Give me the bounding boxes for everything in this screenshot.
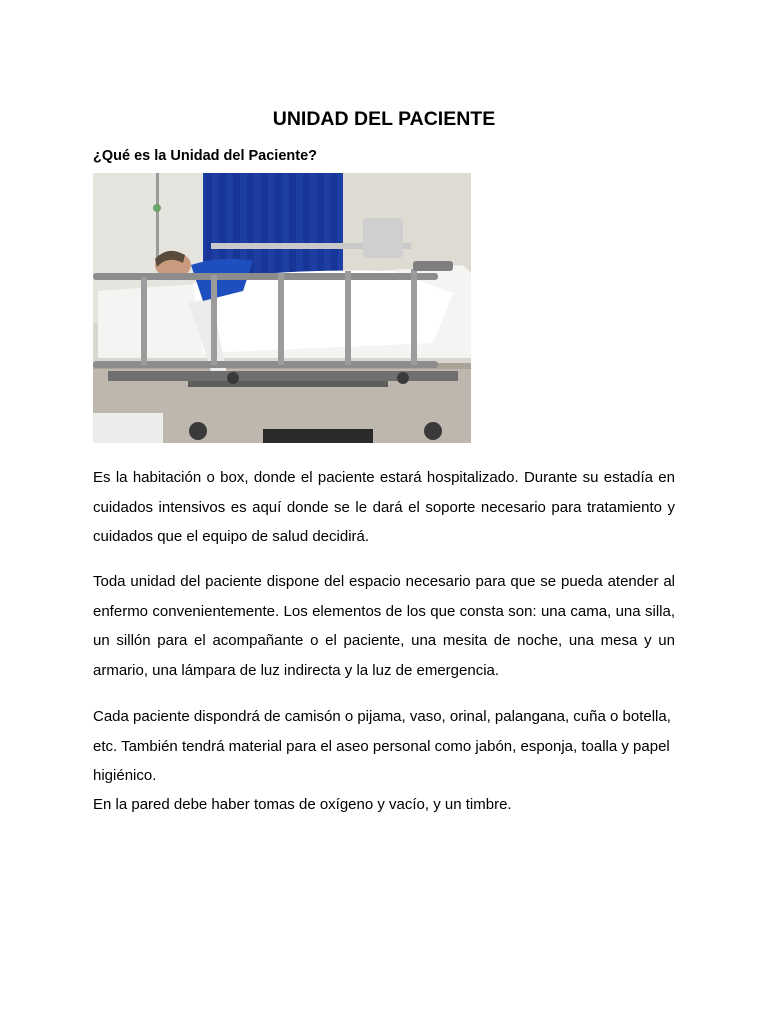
paragraph-wall-outlets: En la pared debe haber tomas de oxígeno y vacío, y un timbre.	[93, 796, 512, 813]
paragraph-definition: Es la habitación o box, donde el paciente estará hospitalizado. Durante su estadía en cuidados intensivos es aquí donde se le dará el soporte necesario para tratamiento y cuidados que el equipo de salud decidirá.	[93, 469, 675, 545]
paragraph-materials: Cada paciente dispondrá de camisón o pijama, vaso, orinal, palangana, cuña o botella, etc. También tendrá material para el aseo personal como jabón, esponja, toalla y papel higiénico.	[93, 708, 671, 784]
page-title: UNIDAD DEL PACIENTE	[272, 108, 496, 130]
section-subtitle: ¿Qué es la Unidad del Paciente?	[93, 148, 318, 164]
hospital-bed-photo	[93, 173, 471, 443]
paragraph-elements: Toda unidad del paciente dispone del espacio necesario para que se pueda atender al enfermo convenientemente. Los elementos de los que consta son: una cama, una silla, un sillón para el acompañante o el paciente, una mesita de noche, una mesa y un armario, una lámpara de luz indirecta y la luz de emergencia.	[93, 573, 675, 679]
